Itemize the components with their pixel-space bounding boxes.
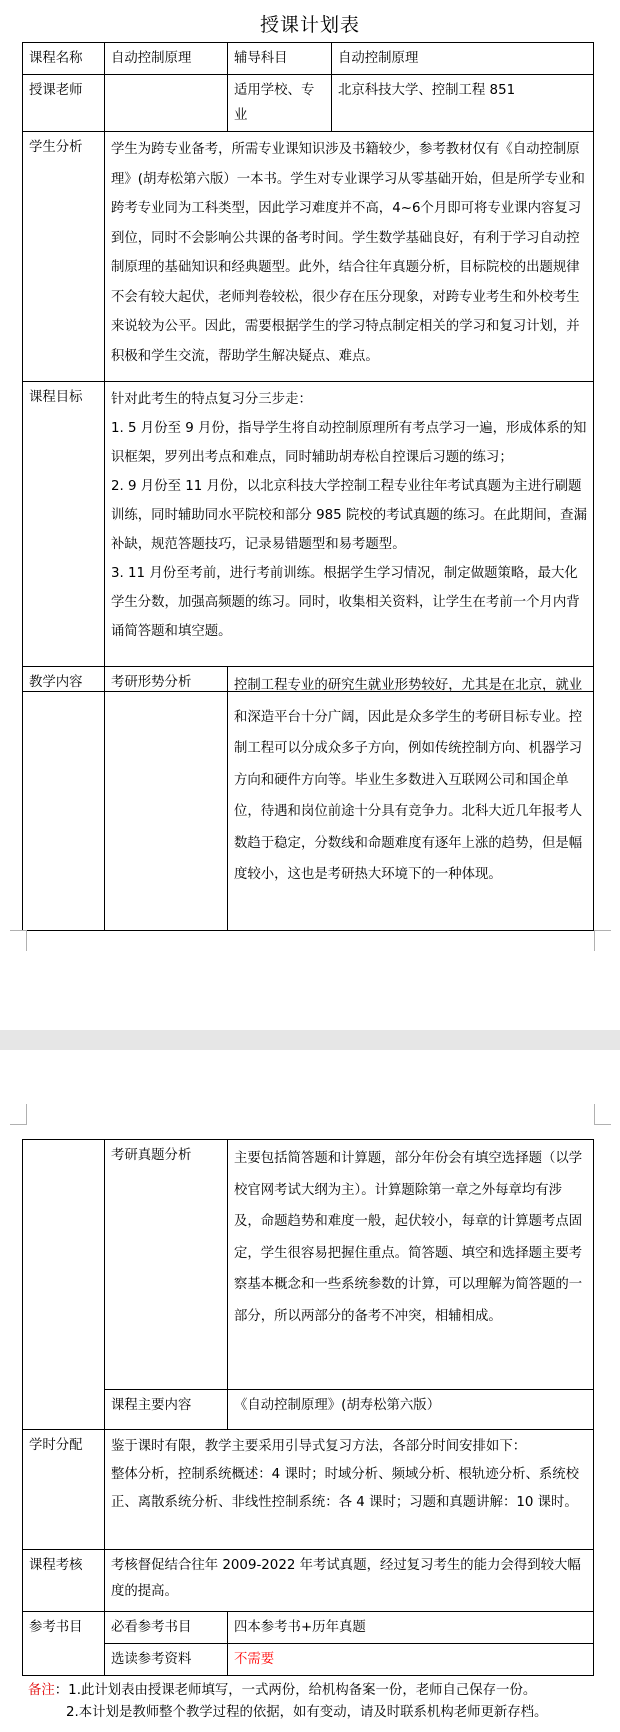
label-hours: 学时分配	[23, 1430, 105, 1550]
page-separator	[0, 1030, 620, 1050]
page-corner-mark	[10, 1104, 27, 1125]
plan-table-1	[22, 42, 594, 692]
hours-cell	[105, 1430, 594, 1550]
subject-value: 自动控制原理	[332, 43, 594, 75]
student-analysis-text: 学生为跨专业备考，所需专业课知识涉及书籍较少，参考教材仅有《自动控制原理》(胡寿松第六版）一本书。学生对专业课学习从零基础开始，但是所学专业和跨考专业同为工科类型，因此学习难度并不高，4~6个月即可将专业课内容复习到位，同时不会影响公共课的备考时间。学生数学基础良好，有利于学习自动控制原理的基础知识和经典题型。此外，结合往年真题分析，目标院校的出题规律不会有较大起伏，老师判卷较松，很少存在压分现象，对跨专业考生和外校考生来说较为公平。因此，需要根据学生的学习特点制定相关的学习和复习计划，并积极和学生交流，帮助学生解决疑点、难点。	[105, 132, 594, 382]
table-row	[23, 1612, 594, 1644]
notes-line-2	[28, 1702, 547, 1724]
page-corner-mark	[10, 930, 27, 951]
page-corner-mark	[594, 1104, 611, 1125]
notes-text-2: 2.本计划是教师整个教学过程的依据，如有变动，请及时联系机构老师更新存档。	[66, 1705, 548, 1720]
notes-text-1: 1.此计划表由授课老师填写，一式两份，给机构备案一份，老师自己保存一份。	[68, 1683, 537, 1698]
plan-table-1b	[22, 666, 594, 931]
page-corner-mark	[594, 930, 611, 951]
school-value: 北京科技大学、控制工程 851	[332, 75, 594, 132]
label-course-goal: 课程目标	[23, 382, 105, 692]
course-goal-cell	[105, 382, 594, 692]
label-references: 参考书目	[23, 1612, 105, 1676]
table-row	[23, 1430, 594, 1550]
table-row	[23, 1140, 594, 1390]
label-teaching-content: 教学内容	[23, 667, 105, 931]
assessment-text: 考核督促结合往年 2009-2022 年考试真题，经过复习考生的能力会得到较大幅度的提高。	[105, 1550, 594, 1612]
goal-step-1: 1. 5 月份至 9 月份，指导学生将自动控制原理所有考点学习一遍，形成体系的知识框架，罗列出考点和难点，同时辅助胡寿松自控课后习题的练习；	[111, 421, 587, 465]
goal-intro: 针对此考生的特点复习分三步走：	[111, 392, 312, 407]
exam-analysis-text: 主要包括简答题和计算题，部分年份会有填空选择题（以学校官网考试大纲为主）。计算题除第一章之外每章均有涉及，命题趋势和难度一般，起伏较小，每章的计算题考点固定，学生很容易把握住重点。简答题、填空和选择题主要考察基本概念和一些系统参数的计算，可以理解为简答题的一部分，所以两部分的备考不冲突，相辅相成。	[228, 1140, 594, 1390]
table-row	[23, 667, 594, 931]
notes-block	[28, 1680, 547, 1724]
plan-table-3	[22, 1429, 594, 1676]
goal-step-2: 2. 9 月份至 11 月份，以北京科技大学控制工程专业往年考试真题为主进行刷题训练，同时辅助同水平院校和部分 985 院校的考试真题的练习。在此期间，查漏补缺，规范答题技巧，记录易错题型和易考题型。	[111, 479, 587, 552]
label-teacher: 授课老师	[23, 75, 105, 132]
required-books-value: 四本参考书+历年真题	[228, 1612, 594, 1644]
label-optional-books: 选读参考资料	[105, 1644, 228, 1676]
plan-table-2	[22, 1139, 594, 1430]
label-main-content: 课程主要内容	[105, 1390, 228, 1430]
label-situation-analysis: 考研形势分析	[105, 667, 228, 931]
main-content-text: 《自动控制原理》(胡寿松第六版）	[228, 1390, 594, 1430]
situation-analysis-text: 控制工程专业的研究生就业形势较好，尤其是在北京，就业和深造平台十分广阔，因此是众多学生的考研目标专业。控制工程可以分成众多子方向，例如传统控制方向、机器学习方向和硬件方向等。毕业生多数进入互联网公司和国企单位，待遇和岗位前途十分具有竞争力。北科大近几年报考人数趋于稳定，分数线和命题难度有逐年上涨的趋势，但是幅度较小，这也是考研热大环境下的一种体现。	[228, 667, 594, 931]
hours-line-2: 整体分析，控制系统概述：4 课时；时域分析、频域分析、根轨迹分析、系统校正、离散系统分析、非线性控制系统：各 4 课时；习题和真题讲解：10 课时。	[111, 1467, 580, 1510]
label-course-name: 课程名称	[23, 43, 105, 75]
teacher-value	[105, 75, 228, 132]
label-school: 适用学校、专业	[228, 75, 332, 132]
table-row	[23, 1550, 594, 1612]
table-row	[23, 382, 594, 692]
label-teaching-content-continued	[23, 1140, 105, 1430]
page-title: 授课计划表	[259, 14, 360, 36]
hours-line-1: 鉴于课时有限，教学主要采用引导式复习方法，各部分时间安排如下：	[111, 1439, 527, 1454]
table-row	[23, 75, 594, 132]
document-page-2	[0, 1058, 620, 1732]
goal-step-3: 3. 11 月份至考前，进行考前训练。根据学生学习情况，制定做题策略，最大化学生分数，加强高频题的练习。同时，收集相关资料，让学生在考前一个月内背诵简答题和填空题。	[111, 566, 580, 639]
table-row	[23, 43, 594, 75]
course-name-value: 自动控制原理	[105, 43, 228, 75]
optional-books-value: 不需要	[228, 1644, 594, 1676]
notes-line-1	[28, 1680, 547, 1702]
notes-prefix: 备注	[28, 1683, 55, 1698]
label-assessment: 课程考核	[23, 1550, 105, 1612]
table-row	[23, 1644, 594, 1676]
label-exam-analysis: 考研真题分析	[105, 1140, 228, 1390]
label-subject: 辅导科目	[228, 43, 332, 75]
table-row	[23, 132, 594, 382]
label-student-analysis: 学生分析	[23, 132, 105, 382]
notes-colon: ：	[54, 1683, 69, 1698]
label-required-books: 必看参考书目	[105, 1612, 228, 1644]
table-row	[23, 1390, 594, 1430]
